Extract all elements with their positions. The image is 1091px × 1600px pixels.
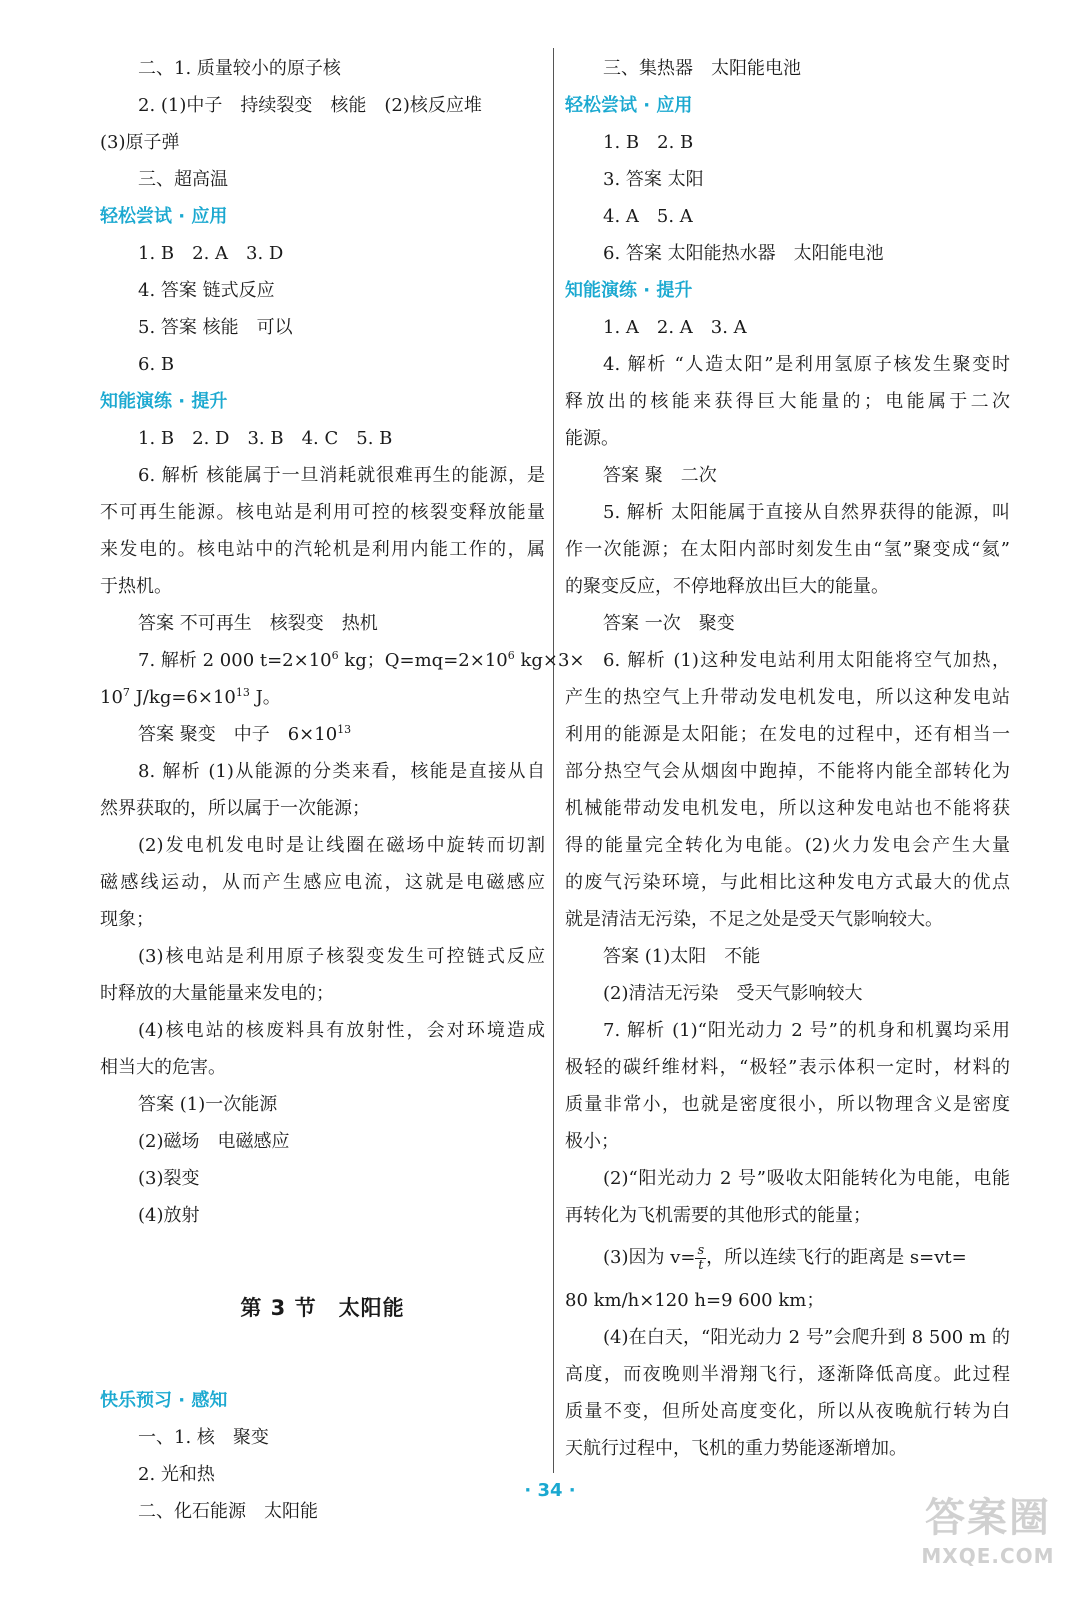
explanation-line: (2)发电机发电时是让线圈在磁场中旋转而切割 bbox=[138, 835, 545, 856]
answer-line: (2)清洁无污染 受天气影响较大 bbox=[603, 983, 863, 1004]
explanation-line: 的聚变反应，不停地释放出巨大的能量。 bbox=[565, 576, 889, 597]
answer-line: 3. 答案 太阳 bbox=[603, 169, 704, 190]
explanation-line: 8. 解析 (1)从能源的分类来看，核能是直接从自 bbox=[138, 761, 545, 782]
answer-line: 5. 答案 核能 可以 bbox=[138, 317, 293, 338]
explanation-line: 相当大的危害。 bbox=[100, 1057, 226, 1078]
explanation-line: 机械能带动发电机发电，所以这种发电站也不能将获 bbox=[565, 798, 1010, 819]
text-run: kg×3× bbox=[514, 650, 585, 671]
answer-line: 答案 (1)一次能源 bbox=[138, 1094, 278, 1115]
exponent: 13 bbox=[235, 686, 250, 699]
explanation-line: 极轻的碳纤维材料，“极轻”表示体积一定时，材料的 bbox=[565, 1057, 1010, 1078]
explanation-line: 极小； bbox=[565, 1131, 619, 1152]
explanation-line: 质量非常小，也就是密度很小，所以物理含义是密度 bbox=[565, 1094, 1010, 1115]
explanation-line: 4. 解析 “人造太阳”是利用氢原子核发生聚变时 bbox=[603, 354, 1010, 375]
answer-line: 一、1. 核 聚变 bbox=[138, 1427, 269, 1448]
watermark-url: MXQE.COM bbox=[921, 1544, 1055, 1568]
watermark-logo bbox=[903, 1492, 1073, 1580]
explanation-line: 7. 解析 (1)“阳光动力 2 号”的机身和机翼均采用 bbox=[603, 1020, 1010, 1041]
answer-line: (4)放射 bbox=[138, 1205, 200, 1226]
explanation-line: 天航行过程中，飞机的重力势能逐渐增加。 bbox=[565, 1438, 907, 1459]
answer-line: (3)裂变 bbox=[138, 1168, 200, 1189]
text-run: kg；Q=mq=2×10 bbox=[338, 650, 508, 671]
explanation-line: 现象； bbox=[100, 909, 154, 930]
answer-line: 答案 聚 二次 bbox=[603, 465, 717, 486]
answer-line: 三、超高温 bbox=[138, 169, 228, 190]
explanation-line: 80 km/h×120 h=9 600 km； bbox=[565, 1290, 825, 1311]
section-heading: 知能演练 · 提升 bbox=[565, 280, 693, 301]
answer-line: 6. B bbox=[138, 354, 175, 375]
explanation-line: 能源。 bbox=[565, 428, 619, 449]
column-divider bbox=[553, 48, 554, 1473]
answer-line: 1. B 2. D 3. B 4. C 5. B bbox=[138, 428, 393, 449]
answer-line: 1. B 2. B bbox=[603, 132, 694, 153]
section-heading: 轻松尝试 · 应用 bbox=[565, 95, 693, 116]
explanation-line: (4)在白天，“阳光动力 2 号”会爬升到 8 500 m 的 bbox=[603, 1327, 1010, 1348]
exponent: 6 bbox=[507, 649, 515, 662]
explanation-line: (2)“阳光动力 2 号”吸收太阳能转化为电能，电能 bbox=[603, 1168, 1010, 1189]
explanation-line: (4)核电站的核废料具有放射性，会对环境造成 bbox=[138, 1020, 545, 1041]
answer-line: 答案 一次 聚变 bbox=[603, 613, 735, 634]
text-run: J/kg=6×10 bbox=[129, 687, 236, 708]
text-run: 答案 聚变 中子 6×10 bbox=[138, 724, 338, 745]
explanation-line: 得的能量完全转化为电能。(2)火力发电会产生大量 bbox=[565, 835, 1010, 856]
explanation-line bbox=[100, 679, 545, 716]
answer-line: 4. A 5. A bbox=[603, 206, 693, 227]
explanation-line: 高度，而夜晚则半滑翔飞行，逐渐降低高度。此过程 bbox=[565, 1364, 1010, 1385]
section-heading: 快乐预习 · 感知 bbox=[100, 1390, 228, 1411]
exponent: 7 bbox=[122, 686, 130, 699]
fraction-denominator: t bbox=[698, 1257, 704, 1273]
explanation-line: 释放出的核能来获得巨大能量的；电能属于二次 bbox=[565, 391, 1010, 412]
explanation-line: 的废气污染环境，与此相比这种发电方式最大的优点 bbox=[565, 872, 1010, 893]
explanation-line: 6. 解析 核能属于一旦消耗就很难再生的能源，是 bbox=[138, 465, 545, 486]
spacer bbox=[100, 1234, 545, 1271]
exponent: 6 bbox=[331, 649, 339, 662]
text-run: 10 bbox=[100, 687, 123, 708]
exponent: 13 bbox=[337, 723, 352, 736]
answer-line: 2. 光和热 bbox=[138, 1464, 215, 1485]
explanation-line: 质量不变，但所处高度变化，所以从夜晚航行转为白 bbox=[565, 1401, 1010, 1422]
text-run: ，所以连续飞行的距离是 s=vt= bbox=[706, 1247, 967, 1268]
explanation-line: 部分热空气会从烟囱中跑掉，不能将内能全部转化为 bbox=[565, 761, 1010, 782]
explanation-line: (3)核电站是利用原子核裂变发生可控链式反应 bbox=[138, 946, 545, 967]
explanation-line: 来发电的。核电站中的汽轮机是利用内能工作的，属 bbox=[100, 539, 545, 560]
explanation-line: 产生的热空气上升带动发电机发电，所以这种发电站 bbox=[565, 687, 1010, 708]
section-heading: 轻松尝试 · 应用 bbox=[100, 206, 228, 227]
explanation-line: 再转化为飞机需要的其他形式的能量； bbox=[565, 1205, 871, 1226]
answer-line: 二、1. 质量较小的原子核 bbox=[138, 58, 341, 79]
answer-line bbox=[100, 716, 545, 753]
answer-line: (2)磁场 电磁感应 bbox=[138, 1131, 290, 1152]
answer-line: 答案 (1)太阳 不能 bbox=[603, 946, 761, 967]
explanation-line: 利用的能源是太阳能；在发电的过程中，还有相当一 bbox=[565, 724, 1010, 745]
fraction-numerator: s bbox=[697, 1242, 705, 1258]
answer-line: 2. (1)中子 持续裂变 核能 (2)核反应堆 bbox=[138, 95, 482, 116]
text-run: (3)因为 v= bbox=[603, 1247, 696, 1268]
explanation-line: 6. 解析 (1)这种发电站利用太阳能将空气加热， bbox=[603, 650, 1010, 671]
answer-line: 6. 答案 太阳能热水器 太阳能电池 bbox=[603, 243, 884, 264]
explanation-line: 不可再生能源。核电站是利用可控的核裂变释放能量 bbox=[100, 502, 545, 523]
explanation-line: 作一次能源；在太阳内部时刻发生由“氢”聚变成“氦” bbox=[565, 539, 1010, 560]
answer-line: 4. 答案 链式反应 bbox=[138, 280, 275, 301]
explanation-line: 时释放的大量能量来发电的； bbox=[100, 983, 334, 1004]
text-run: J。 bbox=[249, 687, 281, 708]
explanation-line: 5. 解析 太阳能属于直接从自然界获得的能源，叫 bbox=[603, 502, 1010, 523]
explanation-line bbox=[565, 1234, 1010, 1282]
text-run: 7. 解析 2 000 t=2×10 bbox=[138, 650, 332, 671]
page-number: · 34 · bbox=[524, 1480, 576, 1501]
answer-line: 1. A 2. A 3. A bbox=[603, 317, 747, 338]
right-column bbox=[565, 50, 1010, 1467]
explanation-line: 磁感线运动，从而产生感应电流，这就是电磁感应 bbox=[100, 872, 545, 893]
answer-line: 二、化石能源 太阳能 bbox=[138, 1501, 318, 1522]
lesson-title: 第 3 节 太阳能 bbox=[240, 1296, 405, 1320]
watermark-text: 答案圈 bbox=[925, 1495, 1051, 1541]
explanation-line: 于热机。 bbox=[100, 576, 172, 597]
answer-line: (3)原子弹 bbox=[100, 132, 180, 153]
spacer bbox=[100, 1345, 545, 1382]
fraction bbox=[695, 1244, 706, 1273]
explanation-line: 就是清洁无污染，不足之处是受天气影响较大。 bbox=[565, 909, 943, 930]
explanation-line bbox=[100, 642, 585, 679]
explanation-line: 然界获取的，所以属于一次能源； bbox=[100, 798, 370, 819]
section-heading: 知能演练 · 提升 bbox=[100, 391, 228, 412]
answer-line: 三、集热器 太阳能电池 bbox=[603, 58, 801, 79]
answer-line: 答案 不可再生 核裂变 热机 bbox=[138, 613, 378, 634]
answer-line: 1. B 2. A 3. D bbox=[138, 243, 284, 264]
